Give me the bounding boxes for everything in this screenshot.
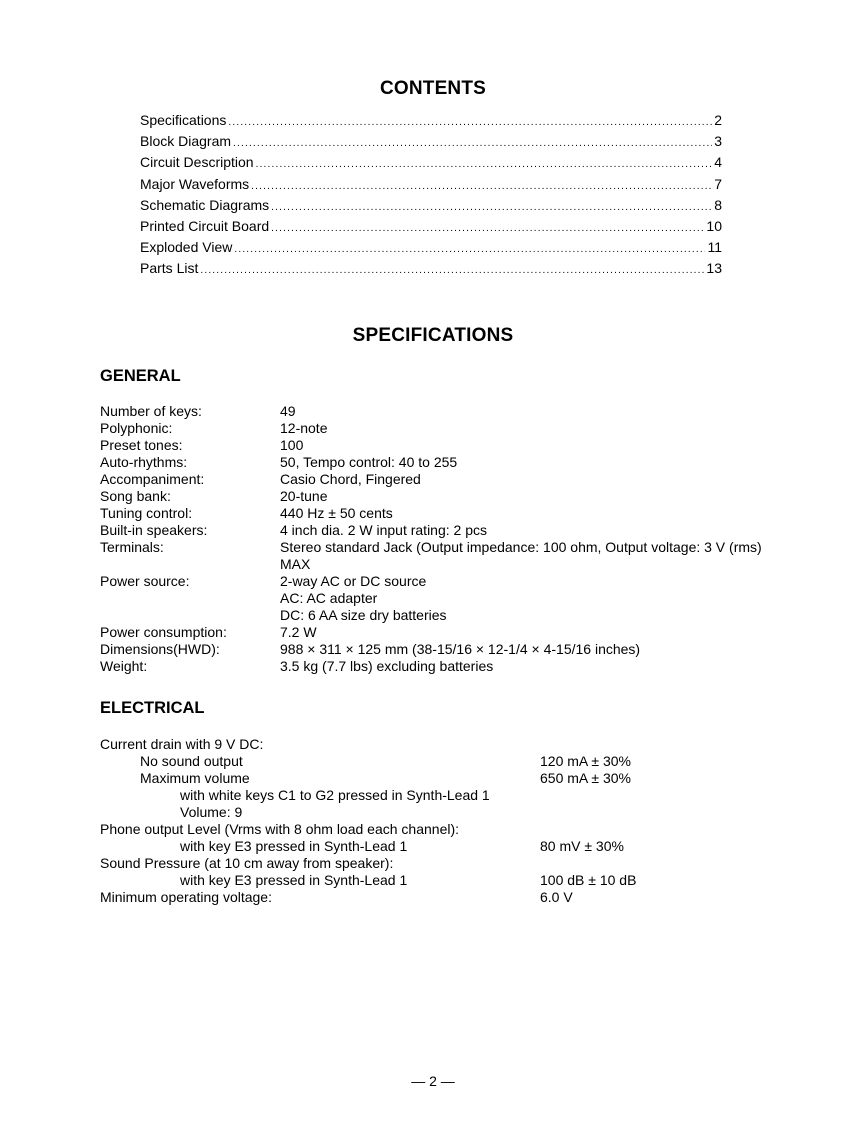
electrical-row: Minimum operating voltage: 6.0 V — [100, 889, 573, 905]
electrical-row: with white keys C1 to G2 pressed in Synth-Lead 1 — [180, 787, 490, 803]
electrical-row: Sound Pressure (at 10 cm away from speaker): — [100, 855, 394, 871]
table-of-contents — [140, 110, 722, 280]
toc-item[interactable]: Schematic Diagrams ..... 8 — [140, 195, 722, 216]
toc-item[interactable]: Exploded View ..... 11 — [140, 237, 722, 258]
spec-row: Terminals: Stereo standard Jack (Output impedance: 100 ohm, Output voltage: 3 V (rms) MAX — [100, 539, 762, 572]
spec-row: Number of keys: 49 — [100, 403, 296, 419]
toc-item[interactable]: Parts List ..... 13 — [140, 258, 722, 279]
electrical-row: Volume: 9 — [180, 804, 243, 820]
toc-item[interactable]: Block Diagram ..... 3 — [140, 131, 722, 152]
spec-row: Auto-rhythms: 50, Tempo control: 40 to 255 — [100, 454, 458, 470]
electrical-row: with key E3 pressed in Synth-Lead 1 100 dB ± 10 dB — [180, 872, 637, 888]
general-heading: GENERAL — [100, 367, 181, 385]
toc-item[interactable]: Major Waveforms ..... 7 — [140, 174, 722, 195]
spec-row: Power consumption: 7.2 W — [100, 624, 317, 640]
electrical-row: with key E3 pressed in Synth-Lead 1 80 mV ± 30% — [180, 838, 624, 854]
toc-item[interactable]: Circuit Description ..... 4 — [140, 152, 722, 173]
specifications-title: SPECIFICATIONS — [352, 325, 514, 346]
spec-row: Preset tones: 100 — [100, 437, 304, 453]
spec-row: Accompaniment: Casio Chord, Fingered — [100, 471, 421, 487]
electrical-heading: ELECTRICAL — [100, 699, 205, 717]
spec-row: Polyphonic: 12-note — [100, 420, 328, 436]
page-number: — 2 — — [411, 1073, 455, 1089]
contents-title: CONTENTS — [379, 78, 487, 99]
electrical-spec-list — [100, 736, 740, 906]
spec-row: Song bank: 20-tune — [100, 488, 328, 504]
spec-row: Weight: 3.5 kg (7.7 lbs) excluding batteries — [100, 658, 494, 674]
toc-item[interactable]: Specifications ..... 2 — [140, 110, 722, 131]
electrical-row: No sound output 120 mA ± 30% — [140, 753, 631, 769]
spec-row: Tuning control: 440 Hz ± 50 cents — [100, 505, 393, 521]
spec-row: Dimensions(HWD): 988 × 311 × 125 mm (38-15/16 × 12-1/4 × 4-15/16 inches) — [100, 641, 641, 657]
general-spec-list — [100, 403, 800, 675]
electrical-row: Current drain with 9 V DC: — [100, 736, 264, 752]
spec-row: Power source: 2-way AC or DC source AC: AC adapter DC: 6 AA size dry batteries — [100, 573, 447, 623]
electrical-row: Phone output Level (Vrms with 8 ohm load each channel): — [100, 821, 460, 837]
electrical-row: Maximum volume 650 mA ± 30% — [140, 770, 631, 786]
spec-row: Built-in speakers: 4 inch dia. 2 W input rating: 2 pcs — [100, 522, 487, 538]
toc-item[interactable]: Printed Circuit Board ..... 10 — [140, 216, 722, 237]
